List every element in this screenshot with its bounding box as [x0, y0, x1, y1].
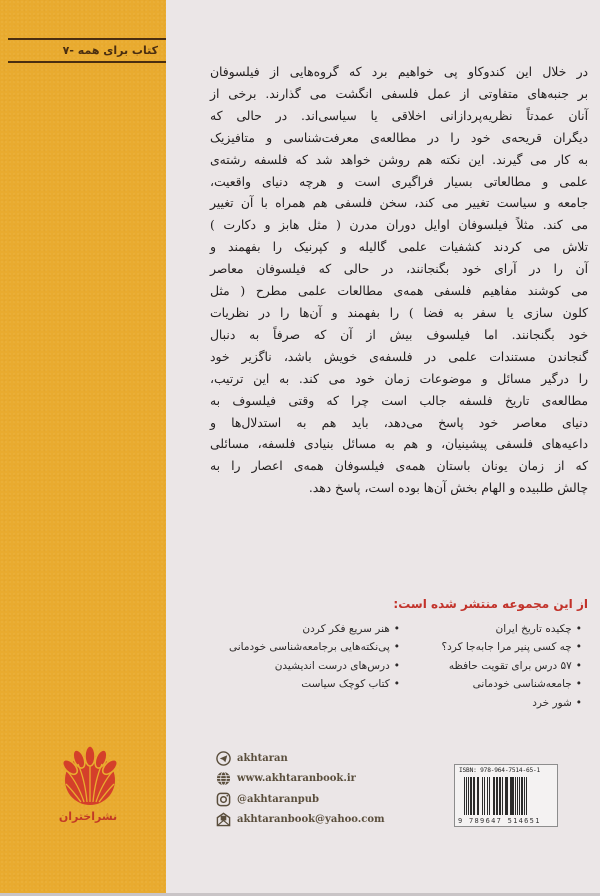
blurb-line: دیگران قریحه‌ی خود را در مطالعه‌ی معرفت‌شناسی و متافیزیک: [210, 130, 588, 145]
blurb-line: کلون سازی یا سفر به فضا ) را بفهمند و آن‌ها را در نظریات: [210, 305, 588, 320]
isbn-number: ISBN: 978-964-7514-65-1: [459, 767, 541, 774]
blurb-line: به کار می گیرند. این نکته هم روشن خواهد شد که فلسفه رشته‌ی: [210, 152, 588, 167]
publisher-name: نشراختران: [58, 810, 118, 823]
published-title-item: • پی‌نکته‌هایی برجامعه‌شناسی خودمانی: [200, 638, 400, 656]
contact-text: www.akhtaranbook.ir: [237, 773, 356, 785]
contact-email[interactable]: [215, 810, 415, 831]
published-title-item: • هنر سریع فکر کردن: [200, 620, 400, 638]
published-title-item: • کتاب کوچک سیاست: [200, 675, 400, 693]
blurb-line: را درگیر مسائل و موضوعات زمان خود می کند. به این ترتیب،: [210, 371, 588, 386]
blurb-line: که از زمان یونان باستان همه‌ی فیلسوفان همه‌ی اعصار را به: [210, 459, 588, 474]
published-list-right-column: [412, 620, 582, 712]
published-title-item: • شور خرد: [412, 694, 582, 712]
published-list-title: از این مجموعه منتشر شده است:: [393, 597, 588, 611]
blurb-line: تلاش می کردند کشفیات علمی گالیله و کپرنیک را بفهمند و: [210, 240, 588, 255]
bottom-rule: [8, 61, 166, 63]
contact-telegram[interactable]: [215, 748, 415, 769]
blurb-line: می کند. مثلاً فیلسوفان اوایل دوران مدرن ( مثل هابز و دکارت ): [210, 218, 588, 233]
globe-icon: [215, 771, 231, 787]
barcode-bars: [464, 777, 552, 815]
blurb-line: آن را در آرای خود بگنجانند، در حالی که فیلسوفان معاصر: [210, 262, 588, 277]
contact-text: akhtaranbook@yahoo.com: [237, 814, 385, 826]
published-title-item: • درس‌های درست اندیشیدن: [200, 657, 400, 675]
published-title-item: • جامعه‌شناسی خودمانی: [412, 675, 582, 693]
publisher-logo: [54, 744, 126, 806]
blurb-line: علمی و مطالعاتی بسیار فراگیری است و هرچه دنیای واقعیت،: [210, 174, 588, 189]
fan-shell-icon: [54, 744, 126, 806]
blurb-line: داعیه‌های فلسفی پیشینیان، و هم به مسائل بنیادی فلسفه، مسائلی: [210, 437, 588, 452]
blurb-line: خود بگنجانند. اما فیلسوف بیش از آن که صرفاً به دنبال: [210, 327, 588, 342]
blurb-line: جامعه و سیاست تغییر می کند، سخن فلسفی هم همراه با آن تغییر: [210, 196, 588, 211]
blurb-line: بر جنبه‌های متفاوتی از عمل فلسفی انگشت می گذارند. برخی از: [210, 86, 588, 101]
blurb-line: آنان عمدتاً نظریه‌پردازانی اخلاقی یا سیاسی‌اند. در حالی که: [210, 108, 588, 123]
isbn-barcode: [454, 764, 558, 827]
contact-list: [215, 748, 415, 830]
published-title-item: • چکیده تاریخ ایران: [412, 620, 582, 638]
blurb-line: دنیای معاصر خود پاسخ می‌دهد، باید هم به استدلال‌ها و: [210, 415, 588, 430]
contact-website[interactable]: [215, 769, 415, 790]
contact-text: akhtaran: [237, 752, 288, 764]
published-title-item: • چه کسی پنیر مرا جابه‌جا کرد؟: [412, 638, 582, 656]
ean-digits: 9 789647 514651: [458, 817, 541, 825]
blurb-line: چالش طلبیده و الهام بخش آن‌ها بوده است، پاسخ دهد.: [308, 481, 588, 496]
blurb-line: گنجاندن مستندات علمی در فلسفه‌ی خویش باشد، ناگزیر خود: [210, 349, 588, 364]
blurb-paragraph: [210, 62, 588, 500]
published-list-left-column: [200, 620, 400, 694]
blurb-line: در خلال این کندوکاو پی خواهیم برد که گروه‌هایی از فیلسوفان: [210, 65, 588, 79]
top-rule: [8, 38, 166, 40]
instagram-icon: [215, 791, 231, 807]
contact-text: @akhtaranpub: [237, 793, 320, 805]
contact-instagram[interactable]: [215, 789, 415, 810]
telegram-icon: [215, 750, 231, 766]
published-title-item: • ۵۷ درس برای تقویت حافظه: [412, 657, 582, 675]
blurb-line: مطالعه‌ی تاریخ فلسفه جالب است چرا که وقتی فیلسوف به: [210, 393, 588, 408]
series-label: کتاب برای همه -۷: [62, 44, 158, 57]
email-icon: [215, 812, 231, 828]
blurb-line: می کوشند مفاهیم فلسفی همه‌ی مطالعات علمی مطرح ( مثل: [210, 284, 588, 299]
